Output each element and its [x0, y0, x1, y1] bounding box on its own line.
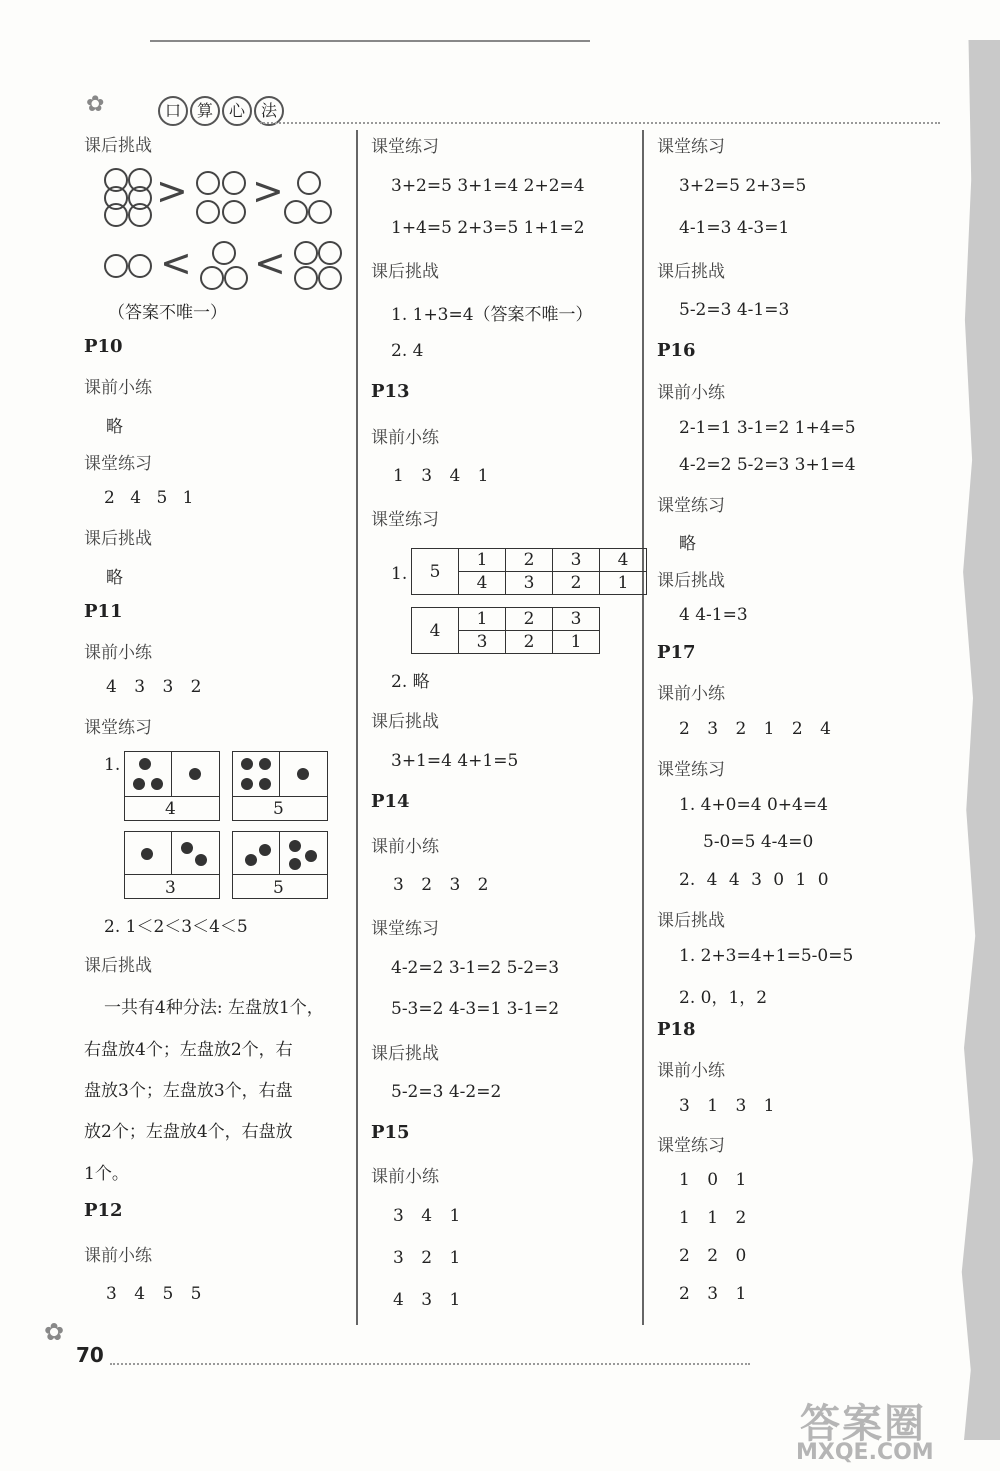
answer: 2. 1＜2＜3＜4＜5 [104, 917, 248, 937]
dot-box [124, 831, 220, 899]
circle-icon [222, 200, 246, 224]
answer: 1+4=5 2+3=5 1+1=2 [391, 218, 585, 238]
table-cell: 1 [459, 608, 506, 631]
answer: 5-0=5 4-4=0 [703, 832, 814, 852]
section-label: 课前小练 [84, 643, 152, 663]
table-cell: 3 [459, 631, 506, 654]
answer: 2 3 1 [679, 1284, 747, 1304]
section-label: 课前小练 [84, 378, 152, 398]
section-label: 课前小练 [657, 1061, 725, 1081]
question-number: 1. [391, 564, 408, 584]
page-ref-p17: P17 [657, 642, 696, 663]
answer: 1 0 1 [679, 1170, 747, 1190]
question-number: 1. [104, 755, 121, 775]
circle-icon [224, 266, 248, 290]
dot-box [124, 751, 220, 821]
header-char-3: 心 [222, 96, 252, 126]
answer-note: （答案不唯一） [108, 303, 227, 323]
section-label: 课后挑战 [84, 529, 152, 549]
circle-icon [128, 254, 152, 278]
answer: 3 2 1 [393, 1248, 461, 1268]
section-label: 课后挑战 [371, 1044, 439, 1064]
circle-icon [294, 266, 318, 290]
answer: 3 4 1 [393, 1206, 461, 1226]
table-cell: 4 [459, 572, 506, 595]
table-cell: 2 [506, 631, 553, 654]
page-ref-p18: P18 [657, 1019, 696, 1040]
dot-box [232, 831, 328, 899]
box-value: 5 [273, 878, 284, 898]
section-label: 课堂练习 [657, 496, 725, 516]
circle-icon [104, 254, 128, 278]
section-label: 课后挑战 [657, 911, 725, 931]
answer: 2. 略 [391, 672, 430, 692]
section-label: 课堂练习 [84, 718, 152, 738]
section-label: 课前小练 [84, 1246, 152, 1266]
answer-line: 右盘放4个；左盘放2个，右 [84, 1040, 293, 1060]
dot-box [232, 751, 328, 821]
circle-icon [196, 171, 220, 195]
answer: 5-2=3 4-2=2 [391, 1082, 502, 1102]
answer: 2 4 5 1 [104, 488, 194, 508]
cartoon-icon: ✿ [44, 1318, 65, 1346]
header-dotted-rule [260, 122, 940, 124]
answer: 1 1 2 [679, 1208, 747, 1228]
page-ref-p13: P13 [371, 381, 410, 402]
decomposition-table-5 [411, 548, 647, 595]
page-number: 70 [76, 1343, 104, 1367]
answer: 5-2=3 4-1=3 [679, 300, 790, 320]
answer: 略 [106, 417, 123, 437]
answer: 4 4-1=3 [679, 605, 748, 625]
answer: 5-3=2 4-3=1 3-1=2 [391, 999, 560, 1019]
section-label: 课堂练习 [657, 137, 725, 157]
circle-icon [128, 203, 152, 227]
table-cell: 1 [459, 549, 506, 572]
section-label: 课后挑战 [657, 262, 725, 282]
table-cell: 2 [553, 572, 600, 595]
watermark-url: MXQE.COM [796, 1440, 934, 1465]
table-cell: 3 [553, 608, 600, 631]
answer: 4 3 3 2 [106, 677, 202, 697]
circle-icon [196, 200, 220, 224]
answer: 4 3 1 [393, 1290, 461, 1310]
less-than-icon: < [160, 241, 192, 285]
answer: 3 4 5 5 [106, 1284, 202, 1304]
circle-icon [104, 203, 128, 227]
section-label: 课后挑战 [84, 136, 152, 156]
section-label: 课前小练 [371, 428, 439, 448]
circle-icon [297, 171, 321, 195]
table-total: 5 [412, 549, 459, 595]
circle-icon [308, 200, 332, 224]
section-label: 课后挑战 [84, 956, 152, 976]
page-ref-p12: P12 [84, 1200, 123, 1221]
box-value: 5 [273, 799, 284, 819]
section-label: 课前小练 [657, 383, 725, 403]
table-cell: 3 [506, 572, 553, 595]
greater-than-icon: > [156, 169, 188, 213]
box-value: 4 [165, 799, 176, 819]
header-char-1: 口 [158, 96, 188, 126]
page-ref-p15: P15 [371, 1122, 410, 1143]
cartoon-girl-icon: ✿ [86, 92, 105, 117]
greater-than-icon: > [252, 169, 284, 213]
answer-line: 1个。 [84, 1164, 129, 1184]
section-label: 课前小练 [371, 837, 439, 857]
page-ref-p16: P16 [657, 340, 696, 361]
table-cell: 3 [553, 549, 600, 572]
circle-icon [294, 241, 318, 265]
section-label: 课堂练习 [657, 760, 725, 780]
answer: 3+1=4 4+1=5 [391, 751, 519, 771]
header-char-2: 算 [190, 96, 220, 126]
section-label: 课堂练习 [657, 1136, 725, 1156]
answer: 2 3 2 1 2 4 [679, 719, 831, 739]
section-label: 课后挑战 [657, 571, 725, 591]
answer: 2 2 0 [679, 1246, 747, 1266]
circle-icon [318, 266, 342, 290]
section-label: 课前小练 [657, 684, 725, 704]
section-label: 课前小练 [371, 1167, 439, 1187]
footer-dotted-rule [110, 1363, 750, 1365]
section-label: 课堂练习 [371, 919, 439, 939]
answer: 2. 0，1，2 [679, 988, 768, 1008]
table-cell: 2 [506, 608, 553, 631]
circle-icon [200, 266, 224, 290]
table-total: 4 [412, 608, 459, 654]
circle-icon [222, 171, 246, 195]
section-label: 课后挑战 [371, 712, 439, 732]
decomposition-table-4 [411, 607, 600, 654]
answer: 1. 2+3=4+1=5-0=5 [679, 946, 854, 966]
box-value: 3 [165, 878, 176, 898]
answer: 1. 1+3=4（答案不唯一） [391, 305, 593, 325]
answer: 3+2=5 2+3=5 [679, 176, 807, 196]
circle-icon [284, 200, 308, 224]
table-cell: 4 [600, 549, 647, 572]
table-cell: 1 [553, 631, 600, 654]
answer: 略 [106, 568, 123, 588]
answer-line: 一共有4种分法: 左盘放1个， [104, 998, 324, 1018]
column-divider-2 [642, 130, 644, 1325]
page-ref-p11: P11 [84, 601, 123, 622]
answer: 2-1=1 3-1=2 1+4=5 [679, 418, 856, 438]
column-divider-1 [356, 130, 358, 1325]
answer: 3 1 3 1 [679, 1096, 775, 1116]
circle-icon [318, 241, 342, 265]
less-than-icon: < [254, 241, 286, 285]
page-ref-p10: P10 [84, 336, 123, 357]
header-char-4: 法 [254, 96, 284, 126]
table-cell: 1 [600, 572, 647, 595]
answer: 2. 4 [391, 341, 424, 361]
answer: 3 2 3 2 [393, 875, 489, 895]
answer-line: 放2个；左盘放4个，右盘放 [84, 1122, 293, 1142]
circle-icon [212, 241, 236, 265]
answer-line: 盘放3个；左盘放3个，右盘 [84, 1081, 293, 1101]
answer: 2. 4 4 3 0 1 0 [679, 870, 829, 890]
table-cell: 2 [506, 549, 553, 572]
section-label: 课堂练习 [84, 454, 152, 474]
answer: 1 3 4 1 [393, 466, 489, 486]
section-label: 课后挑战 [371, 262, 439, 282]
watermark-logo: 答案圈 [800, 1401, 926, 1447]
section-label: 课堂练习 [371, 137, 439, 157]
torn-page-edge [955, 40, 1000, 1440]
answer: 1. 4+0=4 0+4=4 [679, 795, 828, 815]
answer: 略 [679, 534, 696, 554]
answer: 4-2=2 5-2=3 3+1=4 [679, 455, 856, 475]
answer: 3+2=5 3+1=4 2+2=4 [391, 176, 585, 196]
answer: 4-1=3 4-3=1 [679, 218, 790, 238]
section-label: 课堂练习 [371, 510, 439, 530]
top-rule [150, 40, 590, 42]
page-ref-p14: P14 [371, 791, 410, 812]
answer: 4-2=2 3-1=2 5-2=3 [391, 958, 560, 978]
